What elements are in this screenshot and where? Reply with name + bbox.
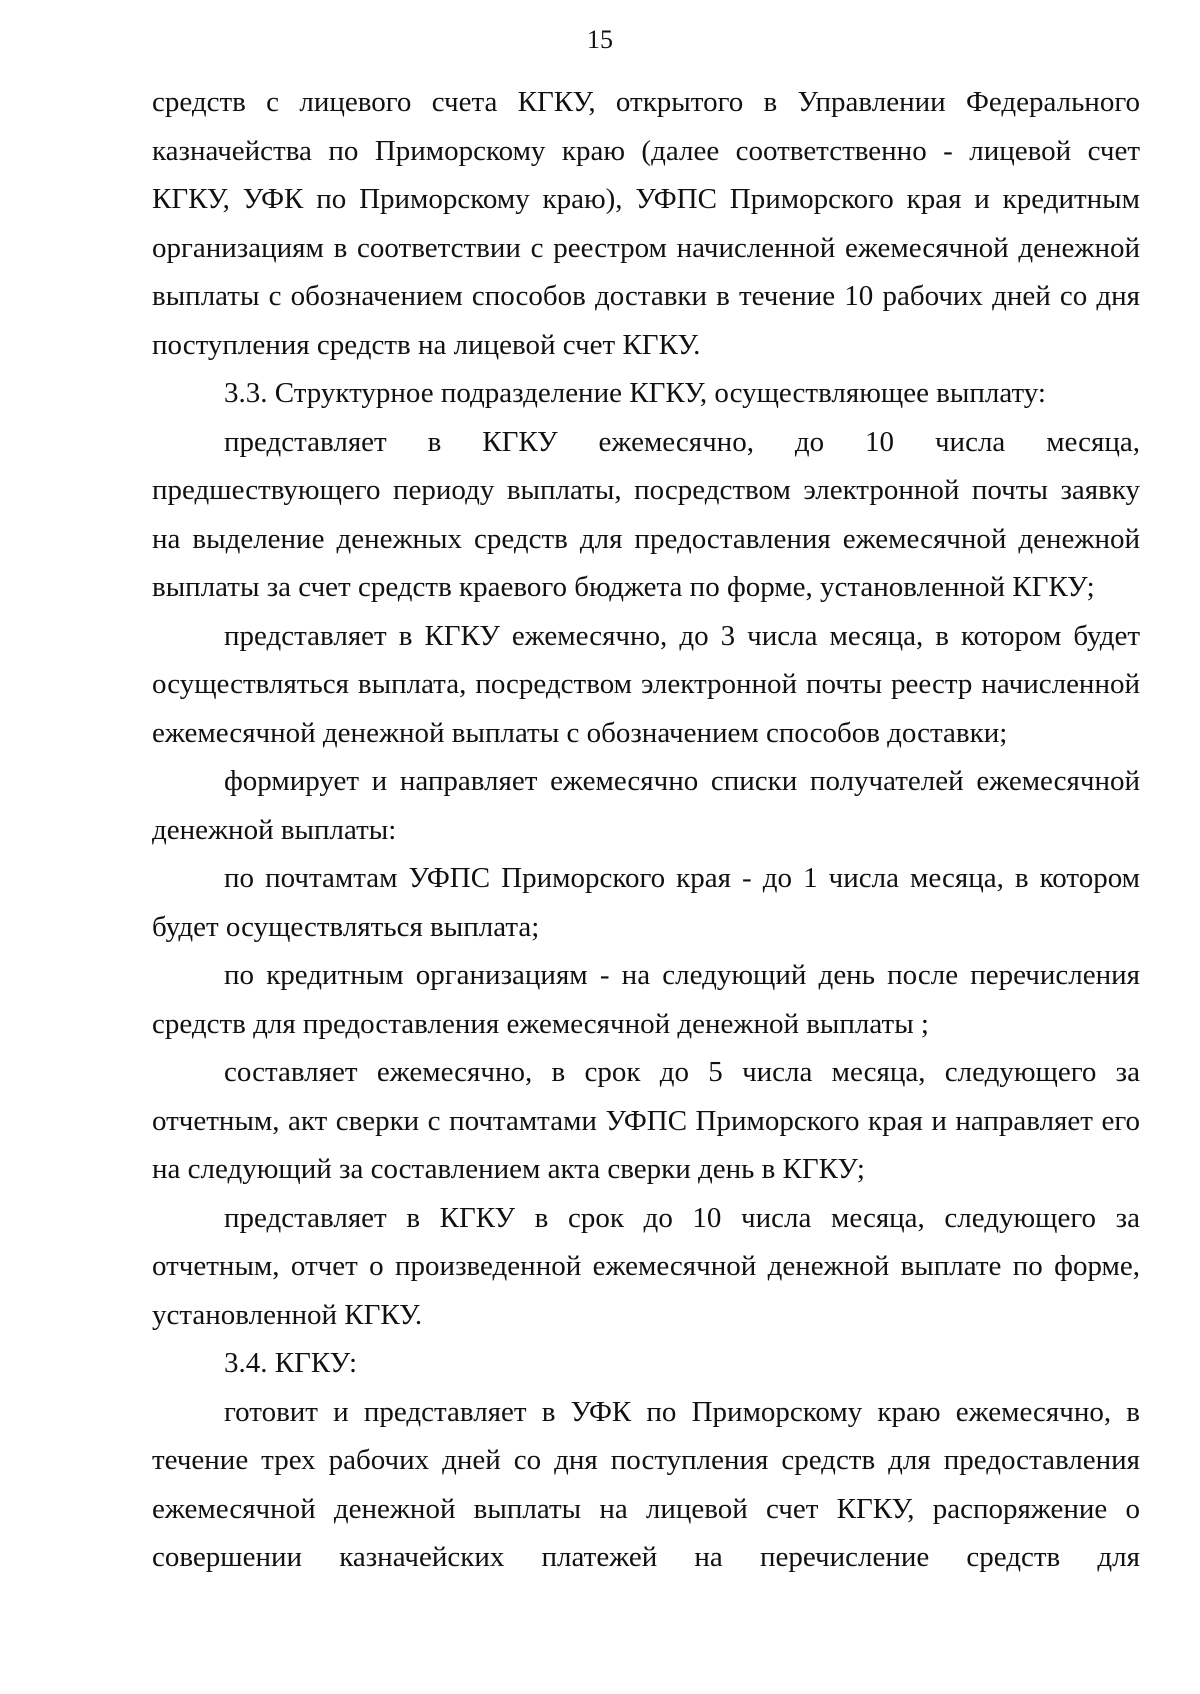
section-heading-3-4: 3.4. КГКУ:	[224, 1347, 358, 1379]
paragraph-credit-orgs: по кредитным организациям - на следующий день после перечисления средств для предоставления ежемесячной денежной выплаты ;	[152, 959, 1140, 1040]
paragraph-request-funds: представляет в КГКУ ежемесячно, до 10 числа месяца, предшествующего периоду выплаты, посредством электронной почты заявку на выделение денежных средств для предоставления ежемесячной денежной выплаты за счет средств краевого бюджета по форме, установленной КГКУ;	[152, 425, 1140, 603]
paragraph-report: представляет в КГКУ в срок до 10 числа месяца, следующего за отчетным, отчет о произведенной ежемесячной денежной выплате по форме, установленной КГКУ.	[152, 1201, 1140, 1331]
paragraph-register: представляет в КГКУ ежемесячно, до 3 числа месяца, в котором будет осуществляться выплата, посредством электронной почты реестр начисленной ежемесячной денежной выплаты с обозначением способов доставки;	[152, 619, 1140, 749]
paragraph-reconciliation: составляет ежемесячно, в срок до 5 числа месяца, следующего за отчетным, акт сверки с почтамтами УФПС Приморского края и направляет его на следующий за составлением акта сверки день в КГКУ;	[152, 1056, 1140, 1185]
paragraph-recipient-lists: формирует и направляет ежемесячно списки получателей ежемесячной денежной выплаты:	[152, 765, 1140, 846]
paragraph-payment-order: готовит и представляет в УФК по Приморскому краю ежемесячно, в течение трех рабочих дней со дня поступления средств для предоставления ежемесячной денежной выплаты на лицевой счет КГКУ, распоряжение о совершении казначейских платежей на перечисление средств для	[152, 1395, 1140, 1573]
section-heading-3-3: 3.3. Структурное подразделение КГКУ, осуществляющее выплату:	[224, 377, 1046, 409]
paragraph-continuation: средств с лицевого счета КГКУ, открытого в Управлении Федерального казначейства по Приморскому краю (далее соответственно - лицевой счет КГКУ, УФК по Приморскому краю), УФПС Приморского края и кредитным организациям в соответствии с реестром начисленной ежемесячной денежной выплаты с обозначением способов доставки в течение 10 рабочих дней со дня поступления средств на лицевой счет КГКУ.	[152, 86, 1140, 361]
document-body	[152, 78, 1140, 1582]
page-number: 15	[587, 25, 613, 54]
paragraph-post-offices: по почтамтам УФПС Приморского края - до 1 числа месяца, в котором будет осуществляться выплата;	[152, 862, 1140, 943]
